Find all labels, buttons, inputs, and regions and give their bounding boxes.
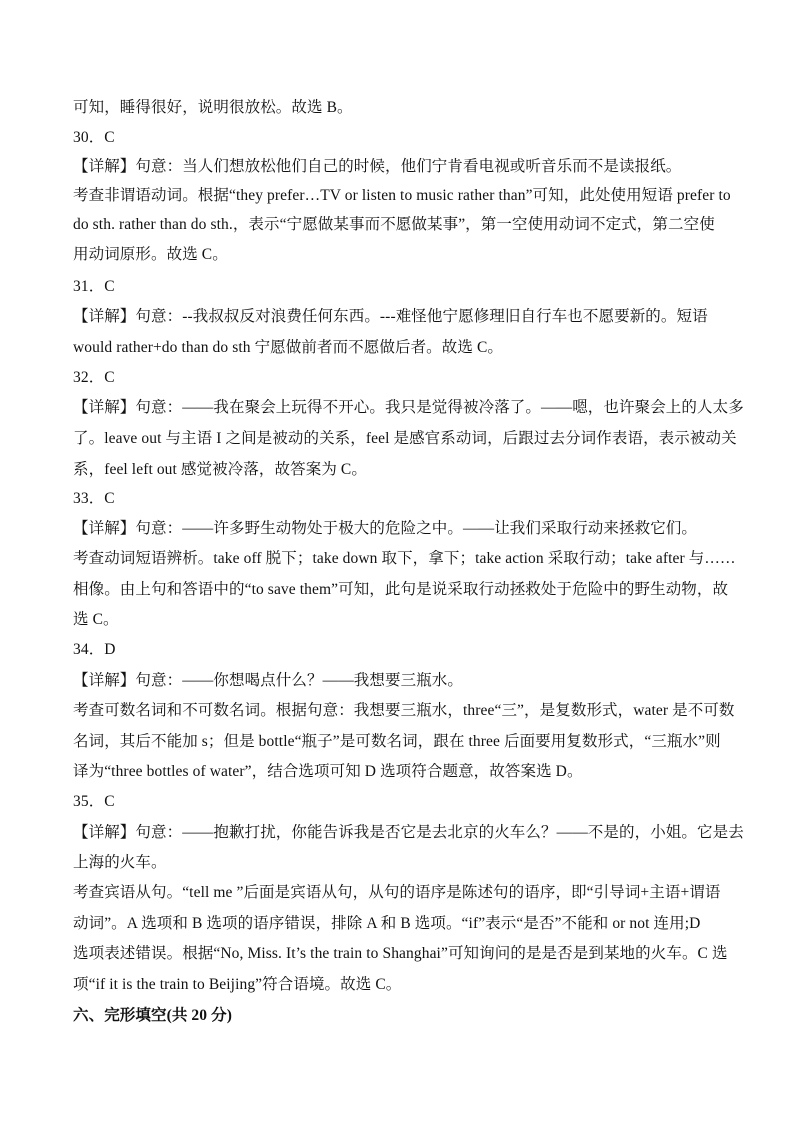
text-line: do sth. rather than do sth.，表示“宁愿做某事而不愿做某事”，第一空使用动词不定式，第二空使	[73, 216, 715, 233]
explanation-line: 【详解】句意：——许多野生动物处于极大的危险之中。——让我们采取行动来拯救它们。	[73, 520, 698, 537]
text-line: 考查动词短语辨析。take off 脱下；take down 取下，拿下；take action 采取行动；take after 与……	[73, 550, 736, 567]
answer-number: 30．C	[73, 129, 115, 146]
text-line: 名词，其后不能加 s；但是 bottle“瓶子”是可数名词，跟在 three 后面要用复数形式，“三瓶水”则	[73, 733, 721, 750]
explanation-line: 【详解】句意：——抱歉打扰，你能告诉我是否它是去北京的火车么？——不是的，小姐。它是去	[73, 824, 744, 841]
explanation-line: 【详解】句意：——你想喝点什么？——我想要三瓶水。	[73, 672, 464, 689]
text-line: 选项表述错误。根据“No, Miss. It’s the train to Shanghai”可知询问的是是否是到某地的火车。C 选	[73, 945, 728, 962]
text-line: 相像。由上句和答语中的“to save them”可知，此句是说采取行动拯救处于危险中的野生动物，故	[73, 581, 729, 598]
text-line: 上海的火车。	[73, 854, 167, 871]
text-line: 译为“three bottles of water”，结合选项可知 D 选项符合题意，故答案选 D。	[73, 763, 583, 780]
explanation-line: 【详解】句意：--我叔叔反对浪费任何东西。---难怪他宁愿修理旧自行车也不愿要新的。短语	[73, 308, 708, 325]
text-line: 用动词原形。故选 C。	[73, 246, 228, 263]
text-line: 考查非谓语动词。根据“they prefer…TV or listen to music rather than”可知，此处使用短语 prefer to	[73, 187, 731, 204]
answer-number: 31．C	[73, 278, 115, 295]
section-heading: 六、完形填空(共 20 分)	[73, 1007, 232, 1024]
answer-number: 35．C	[73, 793, 115, 810]
text-line: would rather+do than do sth 宁愿做前者而不愿做后者。故选 C。	[73, 339, 503, 356]
explanation-line: 【详解】句意：当人们想放松他们自己的时候，他们宁肯看电视或听音乐而不是读报纸。	[73, 158, 682, 175]
explanation-line: 【详解】句意：——我在聚会上玩得不开心。我只是觉得被冷落了。——嗯，也许聚会上的人太多	[73, 399, 744, 416]
answer-number: 34．D	[73, 641, 116, 658]
answer-number: 33．C	[73, 490, 115, 507]
text-line: 选 C。	[73, 611, 119, 628]
text-line: 考查可数名词和不可数名词。根据句意：我想要三瓶水，three“三”，是复数形式，water 是不可数	[73, 702, 735, 719]
text-line: 系，feel left out 感觉被冷落，故答案为 C。	[73, 461, 367, 478]
text-line: 动词”。A 选项和 B 选项的语序错误，排除 A 和 B 选项。“if”表示“是否”不能和 or not 连用;D	[73, 915, 701, 932]
answer-number: 32．C	[73, 369, 115, 386]
text-line: 考查宾语从句。“tell me ”后面是宾语从句，从句的语序是陈述句的语序，即“引导词+主语+谓语	[73, 884, 721, 901]
text-line: 了。leave out 与主语 I 之间是被动的关系，feel 是感官系动词，后跟过去分词作表语，表示被动关	[73, 430, 737, 447]
text-line: 项“if it is the train to Beijing”符合语境。故选 C。	[73, 976, 402, 993]
text-line: 可知，睡得很好，说明很放松。故选 B。	[73, 99, 353, 116]
